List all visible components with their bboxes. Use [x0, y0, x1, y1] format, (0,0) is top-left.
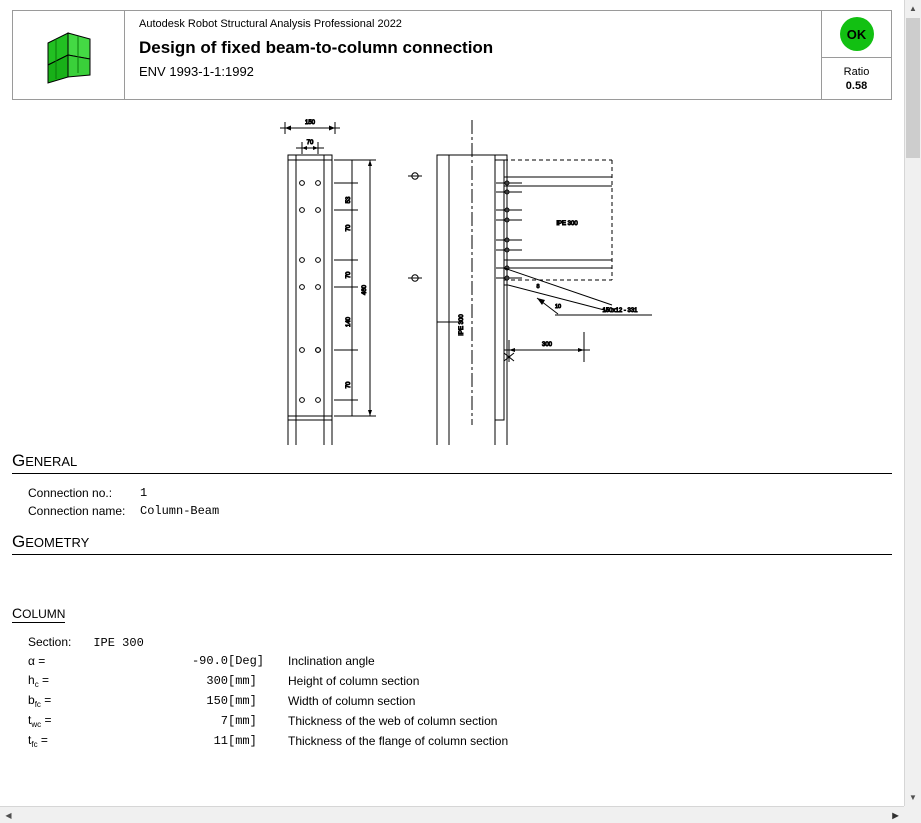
scroll-left-icon[interactable]: ◀ [5, 810, 12, 820]
svg-text:8: 8 [536, 284, 540, 290]
vertical-scrollbar-thumb[interactable] [906, 18, 920, 158]
connection-no-row [28, 484, 892, 502]
connection-name-value: Column-Beam [140, 504, 220, 518]
connection-no-label: Connection no.: [28, 486, 113, 500]
param-symbol-twc [28, 711, 138, 731]
horizontal-scrollbar[interactable] [0, 806, 904, 823]
report-header [12, 10, 892, 100]
table-row [28, 691, 508, 711]
param-symbol-bfc-eq: = [40, 693, 52, 707]
connection-no-value: 1 [140, 486, 148, 500]
svg-text:70: 70 [306, 140, 314, 146]
param-unit-twc: [mm] [228, 714, 257, 728]
general-heading-rest: ENERAL [25, 454, 78, 469]
param-symbol-hc [28, 671, 138, 691]
ratio-panel [822, 58, 891, 99]
connection-logo [13, 11, 125, 99]
table-row [28, 652, 508, 671]
page-title: Design of fixed beam-to-column connection [139, 38, 494, 57]
geometry-heading-first: G [12, 532, 26, 551]
param-value-alpha: -90.0 [191, 654, 228, 668]
param-symbol-bfc-base: b [28, 693, 35, 707]
product-name: Autodesk Robot Structural Analysis Professional 2022 [139, 18, 402, 30]
param-desc-tfc: Thickness of the flange of column section [288, 734, 509, 748]
column-heading-first: C [12, 605, 23, 621]
table-row [28, 711, 508, 731]
general-heading-first: G [12, 451, 26, 470]
param-unit-alpha: [Deg] [228, 654, 265, 668]
ratio-value: 0.58 [845, 79, 868, 92]
column-section [12, 605, 892, 751]
param-symbol-twc-eq: = [41, 713, 52, 727]
geometry-heading-rest: EOMETRY [25, 535, 90, 550]
general-section [12, 451, 892, 520]
param-symbol-twc-sub: wc [31, 720, 42, 729]
param-unit-hc: [mm] [228, 674, 257, 688]
svg-text:IPE 300: IPE 300 [459, 314, 465, 336]
param-desc-alpha: Inclination angle [288, 654, 375, 668]
geometry-section [12, 532, 892, 555]
param-unit-bfc: [mm] [228, 694, 257, 708]
param-symbol-hc-eq: = [38, 673, 50, 687]
param-symbol-hc-sub: c [34, 680, 39, 689]
param-symbol-twc-base: t [28, 713, 32, 727]
svg-text:150: 150 [304, 120, 316, 126]
param-value-twc: 7 [220, 714, 228, 728]
table-row [28, 671, 508, 691]
scroll-up-icon[interactable]: ▲ [905, 0, 921, 17]
table-row [28, 731, 508, 751]
param-symbol-bfc [28, 691, 138, 711]
param-symbol-tfc-sub: fc [31, 740, 38, 749]
vertical-scrollbar[interactable] [904, 0, 921, 806]
param-symbol-bfc-sub: fc [34, 700, 41, 709]
column-heading [12, 605, 65, 623]
column-section-label: Section: [28, 635, 72, 649]
svg-text:53: 53 [346, 196, 352, 204]
param-value-tfc: 11 [213, 734, 228, 748]
header-text-block [125, 11, 821, 99]
svg-text:10: 10 [554, 304, 562, 310]
status-badge-wrap [822, 11, 891, 58]
svg-text:140: 140 [346, 316, 352, 328]
param-symbol-hc-base: h [28, 673, 35, 687]
ratio-label: Ratio [843, 65, 870, 78]
param-desc-bfc: Width of column section [288, 694, 416, 708]
param-symbol-alpha: α = [28, 654, 46, 668]
column-parameters-table [28, 652, 508, 751]
geometry-heading [12, 532, 892, 555]
param-unit-tfc: [mm] [228, 734, 257, 748]
param-value-bfc: 150 [206, 694, 228, 708]
design-code: ENV 1993-1-1:1992 [139, 64, 254, 79]
svg-text:70: 70 [346, 381, 352, 389]
column-section-row [28, 635, 892, 650]
param-symbol-tfc-eq: = [37, 733, 48, 747]
general-values [28, 484, 892, 520]
param-desc-twc: Thickness of the web of column section [288, 714, 498, 728]
svg-text:150x12 - 331: 150x12 - 331 [602, 308, 638, 314]
param-symbol-tfc-base: t [28, 733, 32, 747]
general-heading [12, 451, 892, 474]
connection-name-row [28, 502, 892, 520]
param-symbol-tfc [28, 731, 138, 751]
horizontal-scrollbar-thumb[interactable] [18, 808, 718, 822]
svg-text:IPE 300: IPE 300 [556, 221, 578, 227]
connection-name-label: Connection name: [28, 504, 126, 518]
status-panel [821, 11, 891, 99]
connection-drawing-svg [12, 100, 904, 445]
param-desc-hc: Height of column section [288, 674, 420, 688]
column-section-value: IPE 300 [93, 636, 144, 650]
svg-text:70: 70 [346, 224, 352, 232]
scroll-down-icon[interactable]: ▼ [905, 789, 921, 806]
svg-text:460: 460 [362, 284, 368, 296]
connection-icon [38, 25, 100, 85]
svg-text:300: 300 [541, 342, 553, 348]
status-badge: OK [840, 17, 874, 51]
column-heading-rest: OLUMN [22, 607, 66, 621]
svg-text:70: 70 [346, 271, 352, 279]
connection-drawing [12, 100, 892, 445]
scrollbar-corner [904, 806, 921, 823]
scroll-right-icon[interactable]: ▶ [892, 810, 899, 820]
param-value-hc: 300 [206, 674, 228, 688]
